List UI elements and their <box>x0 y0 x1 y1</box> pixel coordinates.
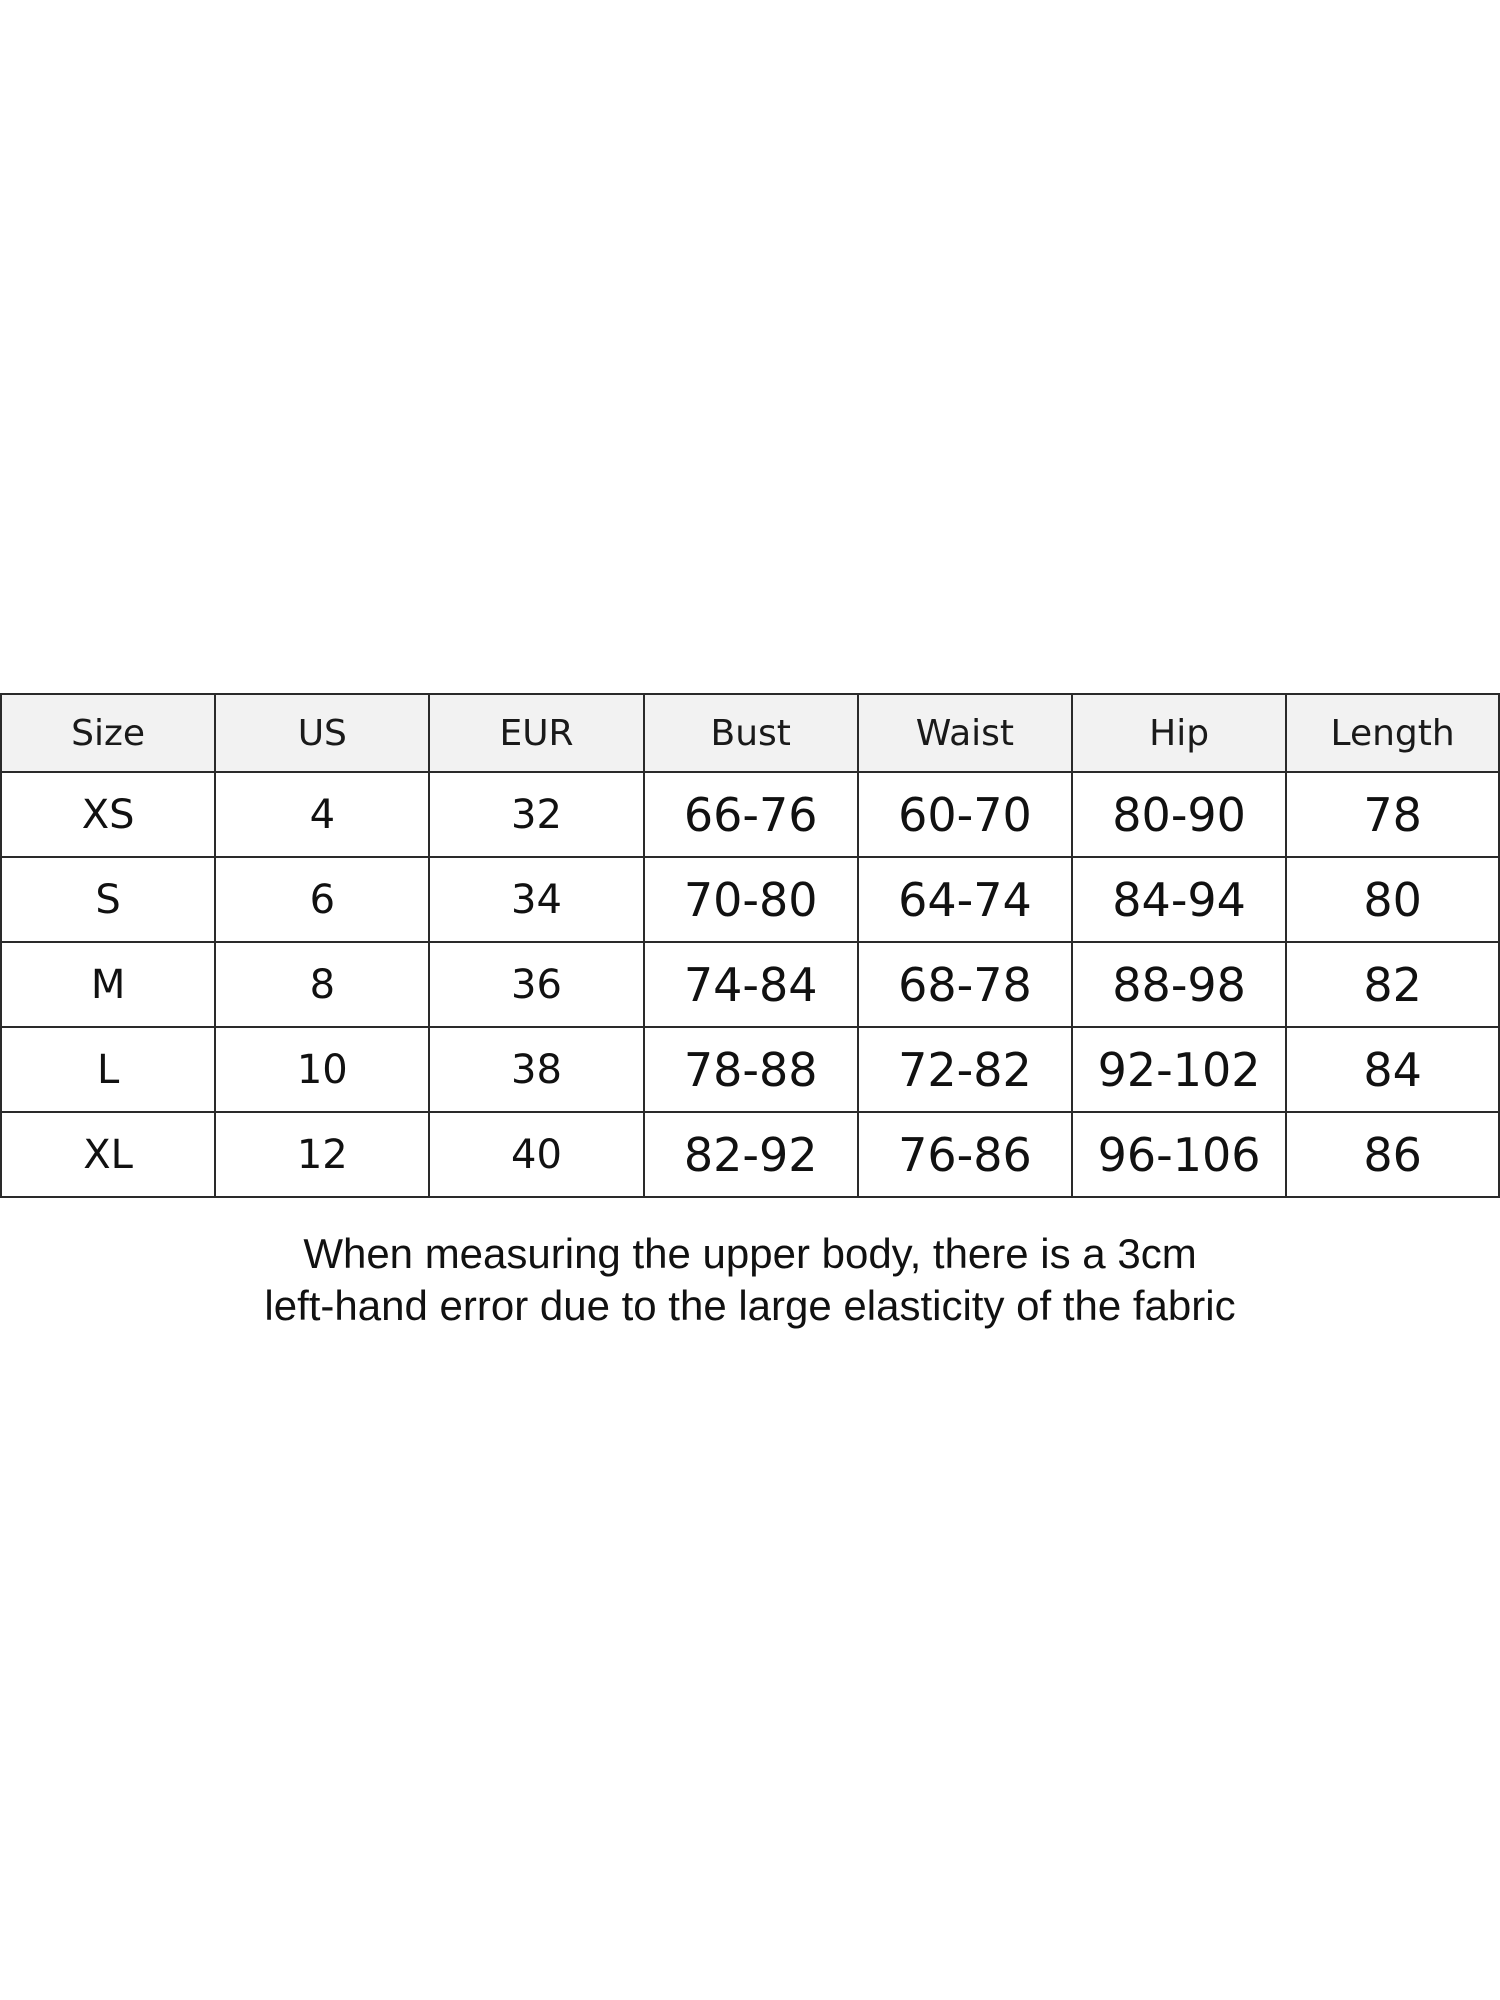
cell-us: 12 <box>215 1112 429 1197</box>
table-row <box>1 1027 1499 1112</box>
header-us: US <box>215 694 429 772</box>
size-chart-table <box>0 693 1500 1198</box>
cell-bust: 70-80 <box>644 857 858 942</box>
cell-bust: 74-84 <box>644 942 858 1027</box>
cell-eur: 40 <box>429 1112 643 1197</box>
cell-bust: 66-76 <box>644 772 858 857</box>
cell-hip: 84-94 <box>1072 857 1286 942</box>
cell-waist: 72-82 <box>858 1027 1072 1112</box>
note-line-2: left-hand error due to the large elasticity of the fabric <box>264 1282 1236 1329</box>
header-row <box>1 694 1499 772</box>
measurement-note <box>0 1228 1500 1332</box>
table-row <box>1 1112 1499 1197</box>
header-waist: Waist <box>858 694 1072 772</box>
cell-length: 78 <box>1286 772 1499 857</box>
header-eur: EUR <box>429 694 643 772</box>
header-length: Length <box>1286 694 1499 772</box>
cell-us: 6 <box>215 857 429 942</box>
header-bust: Bust <box>644 694 858 772</box>
cell-hip: 88-98 <box>1072 942 1286 1027</box>
cell-size: L <box>1 1027 215 1112</box>
cell-hip: 96-106 <box>1072 1112 1286 1197</box>
cell-waist: 68-78 <box>858 942 1072 1027</box>
cell-bust: 82-92 <box>644 1112 858 1197</box>
cell-size: XL <box>1 1112 215 1197</box>
cell-length: 80 <box>1286 857 1499 942</box>
cell-us: 10 <box>215 1027 429 1112</box>
cell-eur: 38 <box>429 1027 643 1112</box>
header-hip: Hip <box>1072 694 1286 772</box>
cell-waist: 64-74 <box>858 857 1072 942</box>
note-line-1: When measuring the upper body, there is a 3cm <box>303 1230 1197 1277</box>
table-row <box>1 942 1499 1027</box>
cell-size: S <box>1 857 215 942</box>
cell-eur: 32 <box>429 772 643 857</box>
cell-length: 82 <box>1286 942 1499 1027</box>
cell-bust: 78-88 <box>644 1027 858 1112</box>
cell-size: M <box>1 942 215 1027</box>
table-row <box>1 772 1499 857</box>
cell-hip: 80-90 <box>1072 772 1286 857</box>
cell-length: 84 <box>1286 1027 1499 1112</box>
cell-eur: 34 <box>429 857 643 942</box>
cell-waist: 76-86 <box>858 1112 1072 1197</box>
cell-length: 86 <box>1286 1112 1499 1197</box>
cell-size: XS <box>1 772 215 857</box>
cell-us: 8 <box>215 942 429 1027</box>
cell-eur: 36 <box>429 942 643 1027</box>
cell-us: 4 <box>215 772 429 857</box>
table-row <box>1 857 1499 942</box>
cell-waist: 60-70 <box>858 772 1072 857</box>
header-size: Size <box>1 694 215 772</box>
cell-hip: 92-102 <box>1072 1027 1286 1112</box>
